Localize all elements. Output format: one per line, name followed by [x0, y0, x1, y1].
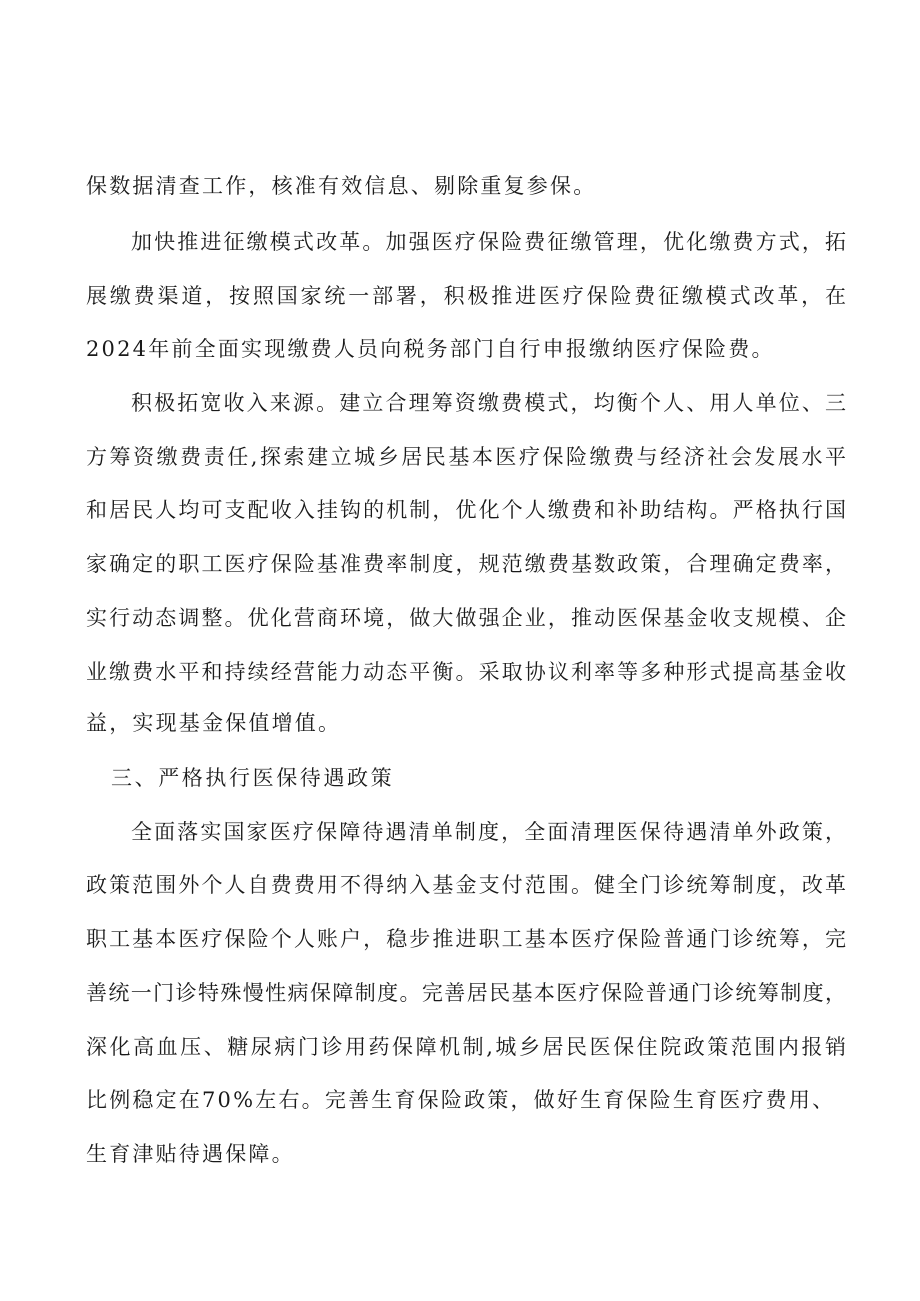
paragraph-line: 加快推进征缴模式改革。加强医疗保险费征缴管理，优化缴费方式，拓	[131, 230, 846, 254]
paragraph-line: 职工基本医疗保险个人账户，稳步推进职工基本医疗保险普通门诊统筹，完	[86, 927, 846, 951]
paragraph-line: 善统一门诊特殊慢性病保障制度。完善居民基本医疗保险普通门诊统筹制度，	[86, 981, 846, 1005]
paragraph-line: 展缴费渠道，按照国家统一部署，积极推进医疗保险费征缴模式改革，在	[86, 284, 846, 308]
section-heading: 三、严格执行医保待遇政策	[111, 766, 395, 790]
paragraph-line: 方筹资缴费责任,探索建立城乡居民基本医疗保险缴费与经济社会发展水平	[86, 445, 846, 469]
paragraph-line: 家确定的职工医疗保险基准费率制度，规范缴费基数政策，合理确定费率，	[86, 552, 846, 576]
paragraph-line: 积极拓宽收入来源。建立合理筹资缴费模式，均衡个人、用人单位、三	[131, 391, 846, 415]
paragraph-line: 生育津贴待遇保障。	[86, 1142, 295, 1166]
paragraph-line: 业缴费水平和持续经营能力动态平衡。采取协议利率等多种形式提高基金收	[86, 660, 846, 684]
paragraph-line: 和居民人均可支配收入挂钩的机制，优化个人缴费和补助结构。严格执行国	[86, 498, 846, 522]
paragraph-line: 政策范围外个人自费费用不得纳入基金支付范围。健全门诊统筹制度，改革	[86, 873, 846, 897]
paragraph-line: 益，实现基金保值增值。	[86, 711, 342, 735]
paragraph-line: 实行动态调整。优化营商环境，做大做强企业，推动医保基金收支规模、企	[86, 606, 846, 630]
paragraph-line: 全面落实国家医疗保障待遇清单制度，全面清理医保待遇清单外政策，	[131, 820, 846, 844]
paragraph-line: 比例稳定在70%左右。完善生育保险政策，做好生育保险生育医疗费用、	[86, 1088, 836, 1112]
paragraph-line: 保数据清查工作，核准有效信息、剔除重复参保。	[86, 174, 597, 198]
paragraph-line: 2024年前全面实现缴费人员向税务部门自行申报缴纳医疗保险费。	[86, 337, 775, 361]
paragraph-line: 深化高血压、糖尿病门诊用药保障机制,城乡居民医保住院政策范围内报销	[86, 1035, 846, 1059]
